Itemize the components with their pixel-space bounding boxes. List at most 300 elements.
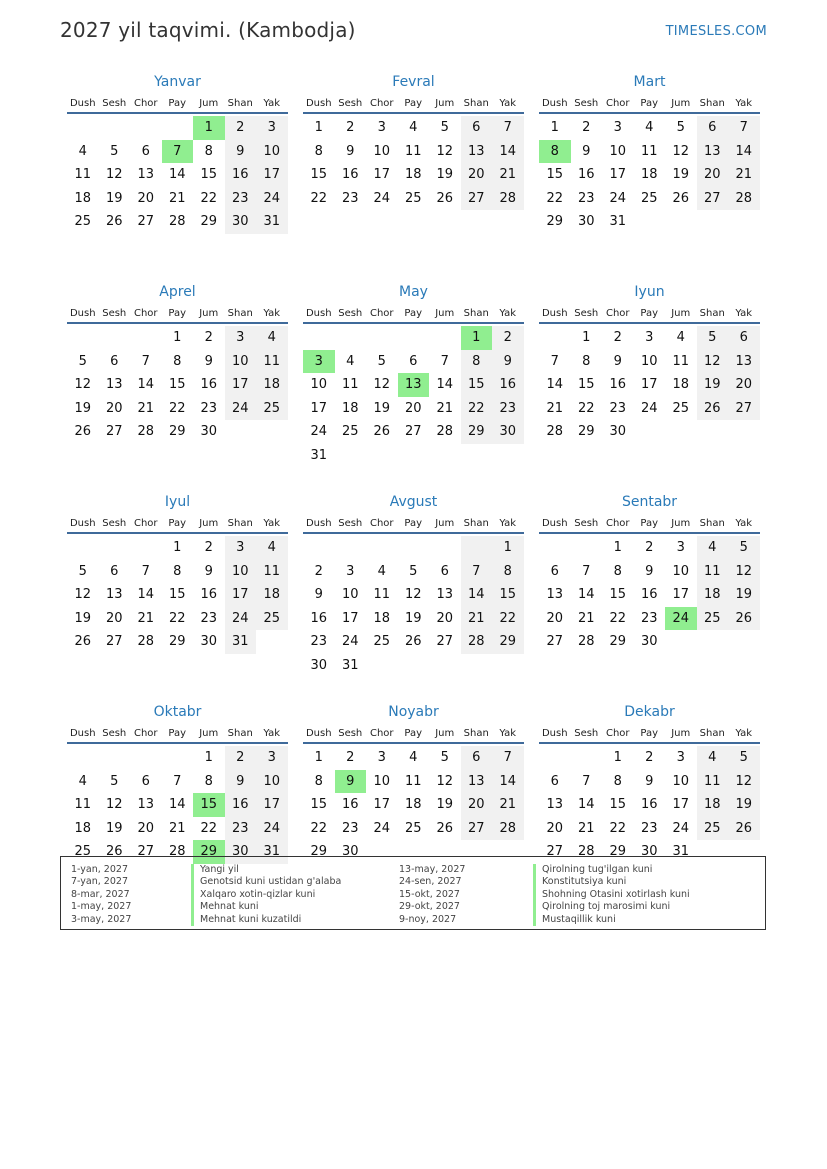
day-cell[interactable]: 30 [200,424,218,440]
day-cell[interactable]: 1 [582,330,591,345]
day-cell[interactable]: 22 [461,397,493,421]
day-cell[interactable]: 12 [373,377,391,393]
day-cell[interactable]: 28 [168,844,186,860]
day-cell[interactable]: 24 [373,820,391,836]
day-cell[interactable]: 29 [168,634,186,650]
day-cell[interactable]: 6 [550,773,559,789]
day-cell[interactable]: 10 [256,140,288,164]
day-cell[interactable]: 14 [461,583,493,607]
day-cell[interactable]: 27 [546,634,564,650]
day-cell[interactable]: 19 [436,167,454,183]
day-cell[interactable]: 5 [676,120,685,135]
day-cell[interactable]: 18 [74,820,92,836]
day-cell[interactable]: 18 [256,583,288,607]
day-cell[interactable]: 15 [577,377,595,393]
day-cell[interactable]: 10 [256,770,288,794]
day-cell[interactable]: 21 [492,163,524,187]
day-cell[interactable]: 9 [582,143,591,159]
day-cell[interactable]: 14 [137,377,155,393]
day-cell[interactable]: 12 [672,143,690,159]
day-cell[interactable]: 29 [492,630,524,654]
day-cell[interactable]: 15 [310,797,328,813]
day-cell[interactable]: 22 [200,820,218,836]
day-cell[interactable]: 16 [341,167,359,183]
day-cell[interactable]: 16 [310,610,328,626]
day-cell[interactable]: 5 [110,773,119,789]
day-cell[interactable]: 6 [110,563,119,579]
day-cell[interactable]: 4 [256,536,288,560]
day-cell[interactable]: 16 [225,163,257,187]
day-cell[interactable]: 7 [728,116,760,140]
day-cell[interactable]: 29 [609,634,627,650]
day-cell[interactable]: 21 [168,820,186,836]
day-cell[interactable]: 10 [373,773,391,789]
day-cell[interactable]: 21 [492,793,524,817]
day-cell[interactable]: 1 [492,536,524,560]
day-cell[interactable]: 30 [310,657,328,673]
day-cell[interactable]: 3 [676,750,685,765]
day-cell[interactable]: 22 [310,820,328,836]
day-cell[interactable]: 22 [609,610,627,626]
day-cell[interactable]: 26 [404,634,422,650]
day-cell[interactable]: 28 [577,634,595,650]
day-cell[interactable]: 10 [225,350,257,374]
day-cell[interactable]: 11 [640,143,658,159]
day-cell[interactable]: 19 [436,797,454,813]
day-cell[interactable]: 6 [461,116,493,140]
day-cell[interactable]: 22 [168,400,186,416]
day-cell[interactable]: 4 [346,353,355,369]
day-cell[interactable]: 26 [436,190,454,206]
day-cell[interactable]: 27 [697,187,729,211]
day-cell[interactable]: 25 [74,844,92,860]
day-cell[interactable]: 3 [346,563,355,579]
day-cell[interactable]: 17 [640,377,658,393]
day-cell[interactable]: 17 [225,583,257,607]
day-cell[interactable]: 13 [137,797,155,813]
brand-link[interactable]: TIMESLES.COM [665,24,767,39]
day-cell[interactable]: 10 [225,560,257,584]
day-cell[interactable]: 30 [577,214,595,230]
day-cell[interactable]: 30 [225,840,257,864]
day-cell[interactable]: 7 [141,563,150,579]
day-cell[interactable]: 24 [256,817,288,841]
day-cell[interactable]: 10 [310,377,328,393]
day-cell[interactable]: 8 [613,773,622,789]
day-cell[interactable]: 5 [409,563,418,579]
day-cell[interactable]: 1 [314,120,323,135]
day-cell[interactable]: 7 [461,560,493,584]
day-cell[interactable]: 17 [225,373,257,397]
day-cell[interactable]: 8 [314,773,323,789]
day-cell[interactable]: 2 [225,116,257,140]
day-cell[interactable]: 2 [613,330,622,345]
day-cell[interactable]: 13 [461,140,493,164]
day-cell[interactable]: 22 [492,607,524,631]
day-cell[interactable]: 24 [310,424,328,440]
day-cell[interactable]: 25 [697,817,729,841]
day-cell[interactable]: 1 [550,120,559,135]
day-cell[interactable]: 11 [341,377,359,393]
day-cell[interactable]: 22 [577,400,595,416]
day-cell[interactable]: 14 [577,587,595,603]
day-cell[interactable]: 17 [373,797,391,813]
day-cell[interactable]: 18 [74,190,92,206]
day-cell[interactable]: 10 [640,353,658,369]
day-cell[interactable]: 7 [582,773,591,789]
day-cell[interactable]: 31 [609,214,627,230]
day-cell[interactable]: 15 [546,167,564,183]
day-cell[interactable]: 14 [577,797,595,813]
day-cell[interactable]: 22 [200,190,218,206]
day-cell[interactable]: 14 [137,587,155,603]
day-cell[interactable]: 17 [341,610,359,626]
day-cell[interactable]: 12 [728,560,760,584]
day-cell[interactable]: 22 [168,610,186,626]
day-cell[interactable]: 30 [640,844,658,860]
day-cell[interactable]: 2 [582,120,591,135]
day-cell[interactable]: 17 [373,167,391,183]
day-cell[interactable]: 1 [173,330,182,345]
day-cell[interactable]: 2 [645,750,654,765]
day-cell[interactable]: 26 [74,424,92,440]
day-cell[interactable]: 16 [341,797,359,813]
day-cell[interactable]: 16 [640,797,658,813]
day-cell[interactable]: 28 [461,630,493,654]
day-cell[interactable]: 31 [310,447,328,463]
day-cell[interactable]: 18 [697,793,729,817]
day-cell[interactable]: 5 [728,746,760,770]
day-cell[interactable]: 7 [582,563,591,579]
day-cell[interactable]: 25 [341,424,359,440]
day-cell[interactable]: 26 [74,634,92,650]
day-cell[interactable]: 27 [105,424,123,440]
day-cell[interactable]: 17 [672,797,690,813]
day-cell[interactable]: 26 [436,820,454,836]
day-cell[interactable]: 9 [346,143,355,159]
day-cell[interactable]: 7 [173,773,182,789]
day-cell[interactable]: 21 [728,163,760,187]
day-cell[interactable]: 9 [225,140,257,164]
day-cell[interactable]: 11 [404,143,422,159]
day-cell[interactable]: 23 [640,610,658,626]
day-cell[interactable]: 12 [697,350,729,374]
day-cell[interactable]: 3 [225,536,257,560]
day-cell[interactable]: 12 [74,377,92,393]
day-cell[interactable]: 5 [728,536,760,560]
day-cell[interactable]: 10 [609,143,627,159]
day-cell[interactable]: 8 [582,353,591,369]
day-cell[interactable]: 23 [200,610,218,626]
day-cell[interactable]: 16 [609,377,627,393]
day-cell[interactable]: 15 [609,797,627,813]
day-cell[interactable]: 5 [78,353,87,369]
day-cell[interactable]: 25 [404,820,422,836]
day-cell[interactable]: 19 [74,400,92,416]
day-cell[interactable]: 23 [640,820,658,836]
day-cell[interactable]: 20 [728,373,760,397]
day-cell[interactable]: 9 [225,770,257,794]
day-cell[interactable]: 5 [440,750,449,765]
day-cell[interactable]: 8 [204,773,213,789]
day-cell[interactable]: 20 [137,190,155,206]
day-cell[interactable]: 19 [74,610,92,626]
day-cell[interactable]: 26 [672,190,690,206]
day-cell[interactable]: 27 [546,844,564,860]
day-cell[interactable]: 20 [697,163,729,187]
day-cell[interactable]: 11 [404,773,422,789]
day-cell[interactable]: 11 [697,560,729,584]
day-cell[interactable]: 17 [256,793,288,817]
day-cell[interactable]: 13 [728,350,760,374]
day-cell[interactable]: 8 [314,143,323,159]
day-cell[interactable]: 31 [225,630,257,654]
day-cell[interactable]: 15 [461,373,493,397]
day-cell[interactable]: 6 [461,746,493,770]
day-cell[interactable]: 15 [168,587,186,603]
day-cell[interactable]: 15 [193,793,225,817]
day-cell[interactable]: 30 [640,634,658,650]
day-cell[interactable]: 25 [672,400,690,416]
day-cell[interactable]: 18 [697,583,729,607]
day-cell[interactable]: 23 [310,634,328,650]
day-cell[interactable]: 20 [404,400,422,416]
day-cell[interactable]: 23 [492,397,524,421]
day-cell[interactable]: 21 [168,190,186,206]
day-cell[interactable]: 17 [672,587,690,603]
day-cell[interactable]: 5 [110,143,119,159]
day-cell[interactable]: 19 [697,373,729,397]
day-cell[interactable]: 2 [492,326,524,350]
day-cell[interactable]: 6 [440,563,449,579]
day-cell[interactable]: 8 [204,143,213,159]
day-cell[interactable]: 16 [225,793,257,817]
day-cell[interactable]: 29 [168,424,186,440]
day-cell[interactable]: 14 [492,770,524,794]
day-cell[interactable]: 23 [341,190,359,206]
day-cell[interactable]: 24 [256,187,288,211]
day-cell[interactable]: 4 [645,120,654,135]
day-cell[interactable]: 2 [204,330,213,345]
day-cell[interactable]: 30 [225,210,257,234]
day-cell[interactable]: 24 [672,820,690,836]
day-cell[interactable]: 6 [550,563,559,579]
day-cell[interactable]: 24 [341,634,359,650]
day-cell[interactable]: 19 [105,190,123,206]
day-cell[interactable]: 9 [645,773,654,789]
day-cell[interactable]: 20 [137,820,155,836]
day-cell[interactable]: 5 [78,563,87,579]
day-cell[interactable]: 9 [492,350,524,374]
day-cell[interactable]: 21 [577,820,595,836]
day-cell[interactable]: 4 [377,563,386,579]
day-cell[interactable]: 28 [492,817,524,841]
day-cell[interactable]: 2 [645,540,654,555]
day-cell[interactable]: 27 [461,817,493,841]
day-cell[interactable]: 27 [137,214,155,230]
day-cell[interactable]: 29 [577,424,595,440]
day-cell[interactable]: 12 [105,167,123,183]
day-cell[interactable]: 23 [577,190,595,206]
day-cell[interactable]: 1 [461,326,493,350]
day-cell[interactable]: 30 [609,424,627,440]
day-cell[interactable]: 28 [492,187,524,211]
day-cell[interactable]: 12 [436,143,454,159]
day-cell[interactable]: 27 [436,634,454,650]
day-cell[interactable]: 14 [168,167,186,183]
day-cell[interactable]: 26 [697,397,729,421]
day-cell[interactable]: 11 [256,350,288,374]
day-cell[interactable]: 25 [256,607,288,631]
day-cell[interactable]: 21 [461,607,493,631]
day-cell[interactable]: 15 [492,583,524,607]
day-cell[interactable]: 4 [409,750,418,765]
day-cell[interactable]: 7 [162,140,194,164]
day-cell[interactable]: 13 [398,373,430,397]
day-cell[interactable]: 3 [256,746,288,770]
day-cell[interactable]: 12 [436,773,454,789]
day-cell[interactable]: 7 [492,746,524,770]
day-cell[interactable]: 26 [373,424,391,440]
day-cell[interactable]: 13 [697,140,729,164]
day-cell[interactable]: 18 [404,167,422,183]
day-cell[interactable]: 16 [200,587,218,603]
day-cell[interactable]: 27 [461,187,493,211]
day-cell[interactable]: 24 [225,607,257,631]
day-cell[interactable]: 17 [256,163,288,187]
day-cell[interactable]: 10 [373,143,391,159]
day-cell[interactable]: 3 [645,330,654,345]
day-cell[interactable]: 25 [640,190,658,206]
day-cell[interactable]: 20 [436,610,454,626]
day-cell[interactable]: 22 [546,190,564,206]
day-cell[interactable]: 7 [141,353,150,369]
day-cell[interactable]: 2 [204,540,213,555]
day-cell[interactable]: 3 [225,326,257,350]
day-cell[interactable]: 4 [78,143,87,159]
day-cell[interactable]: 13 [436,587,454,603]
day-cell[interactable]: 29 [461,420,493,444]
day-cell[interactable]: 28 [577,844,595,860]
day-cell[interactable]: 17 [609,167,627,183]
day-cell[interactable]: 4 [78,773,87,789]
day-cell[interactable]: 10 [672,563,690,579]
day-cell[interactable]: 2 [225,746,257,770]
day-cell[interactable]: 8 [461,350,493,374]
day-cell[interactable]: 11 [697,770,729,794]
day-cell[interactable]: 24 [665,607,697,631]
day-cell[interactable]: 16 [492,373,524,397]
day-cell[interactable]: 2 [346,120,355,135]
day-cell[interactable]: 6 [141,143,150,159]
day-cell[interactable]: 23 [341,820,359,836]
day-cell[interactable]: 11 [256,560,288,584]
day-cell[interactable]: 20 [546,610,564,626]
day-cell[interactable]: 14 [168,797,186,813]
day-cell[interactable]: 20 [461,163,493,187]
day-cell[interactable]: 1 [613,540,622,555]
day-cell[interactable]: 9 [204,563,213,579]
day-cell[interactable]: 25 [404,190,422,206]
day-cell[interactable]: 24 [609,190,627,206]
day-cell[interactable]: 15 [168,377,186,393]
day-cell[interactable]: 13 [546,797,564,813]
day-cell[interactable]: 8 [539,140,571,164]
day-cell[interactable]: 28 [546,424,564,440]
day-cell[interactable]: 12 [105,797,123,813]
day-cell[interactable]: 14 [546,377,564,393]
day-cell[interactable]: 8 [173,353,182,369]
day-cell[interactable]: 15 [200,167,218,183]
day-cell[interactable]: 7 [550,353,559,369]
day-cell[interactable]: 28 [436,424,454,440]
day-cell[interactable]: 1 [204,750,213,765]
day-cell[interactable]: 29 [200,214,218,230]
day-cell[interactable]: 26 [728,817,760,841]
day-cell[interactable]: 3 [377,120,386,135]
day-cell[interactable]: 11 [74,797,92,813]
day-cell[interactable]: 23 [200,400,218,416]
day-cell[interactable]: 13 [105,377,123,393]
day-cell[interactable]: 1 [193,116,225,140]
day-cell[interactable]: 18 [256,373,288,397]
day-cell[interactable]: 20 [461,793,493,817]
day-cell[interactable]: 31 [341,657,359,673]
day-cell[interactable]: 9 [314,587,323,603]
day-cell[interactable]: 1 [173,540,182,555]
day-cell[interactable]: 3 [256,116,288,140]
day-cell[interactable]: 1 [613,750,622,765]
day-cell[interactable]: 21 [436,400,454,416]
day-cell[interactable]: 30 [341,844,359,860]
day-cell[interactable]: 11 [672,353,690,369]
day-cell[interactable]: 23 [225,817,257,841]
day-cell[interactable]: 7 [492,116,524,140]
day-cell[interactable]: 25 [373,634,391,650]
day-cell[interactable]: 12 [404,587,422,603]
day-cell[interactable]: 21 [546,400,564,416]
day-cell[interactable]: 25 [74,214,92,230]
day-cell[interactable]: 24 [373,190,391,206]
day-cell[interactable]: 1 [314,750,323,765]
day-cell[interactable]: 29 [546,214,564,230]
day-cell[interactable]: 31 [256,840,288,864]
day-cell[interactable]: 19 [728,583,760,607]
day-cell[interactable]: 30 [200,634,218,650]
day-cell[interactable]: 23 [225,187,257,211]
day-cell[interactable]: 15 [310,167,328,183]
day-cell[interactable]: 24 [225,397,257,421]
day-cell[interactable]: 4 [697,746,729,770]
day-cell[interactable]: 3 [303,350,335,374]
day-cell[interactable]: 12 [728,770,760,794]
day-cell[interactable]: 9 [204,353,213,369]
day-cell[interactable]: 18 [404,797,422,813]
day-cell[interactable]: 27 [404,424,422,440]
day-cell[interactable]: 26 [105,214,123,230]
day-cell[interactable]: 5 [697,326,729,350]
day-cell[interactable]: 28 [728,187,760,211]
day-cell[interactable]: 3 [676,540,685,555]
day-cell[interactable]: 4 [676,330,685,345]
day-cell[interactable]: 18 [640,167,658,183]
day-cell[interactable]: 5 [440,120,449,135]
day-cell[interactable]: 28 [168,214,186,230]
day-cell[interactable]: 31 [256,210,288,234]
day-cell[interactable]: 9 [335,770,367,794]
day-cell[interactable]: 18 [373,610,391,626]
day-cell[interactable]: 20 [105,610,123,626]
